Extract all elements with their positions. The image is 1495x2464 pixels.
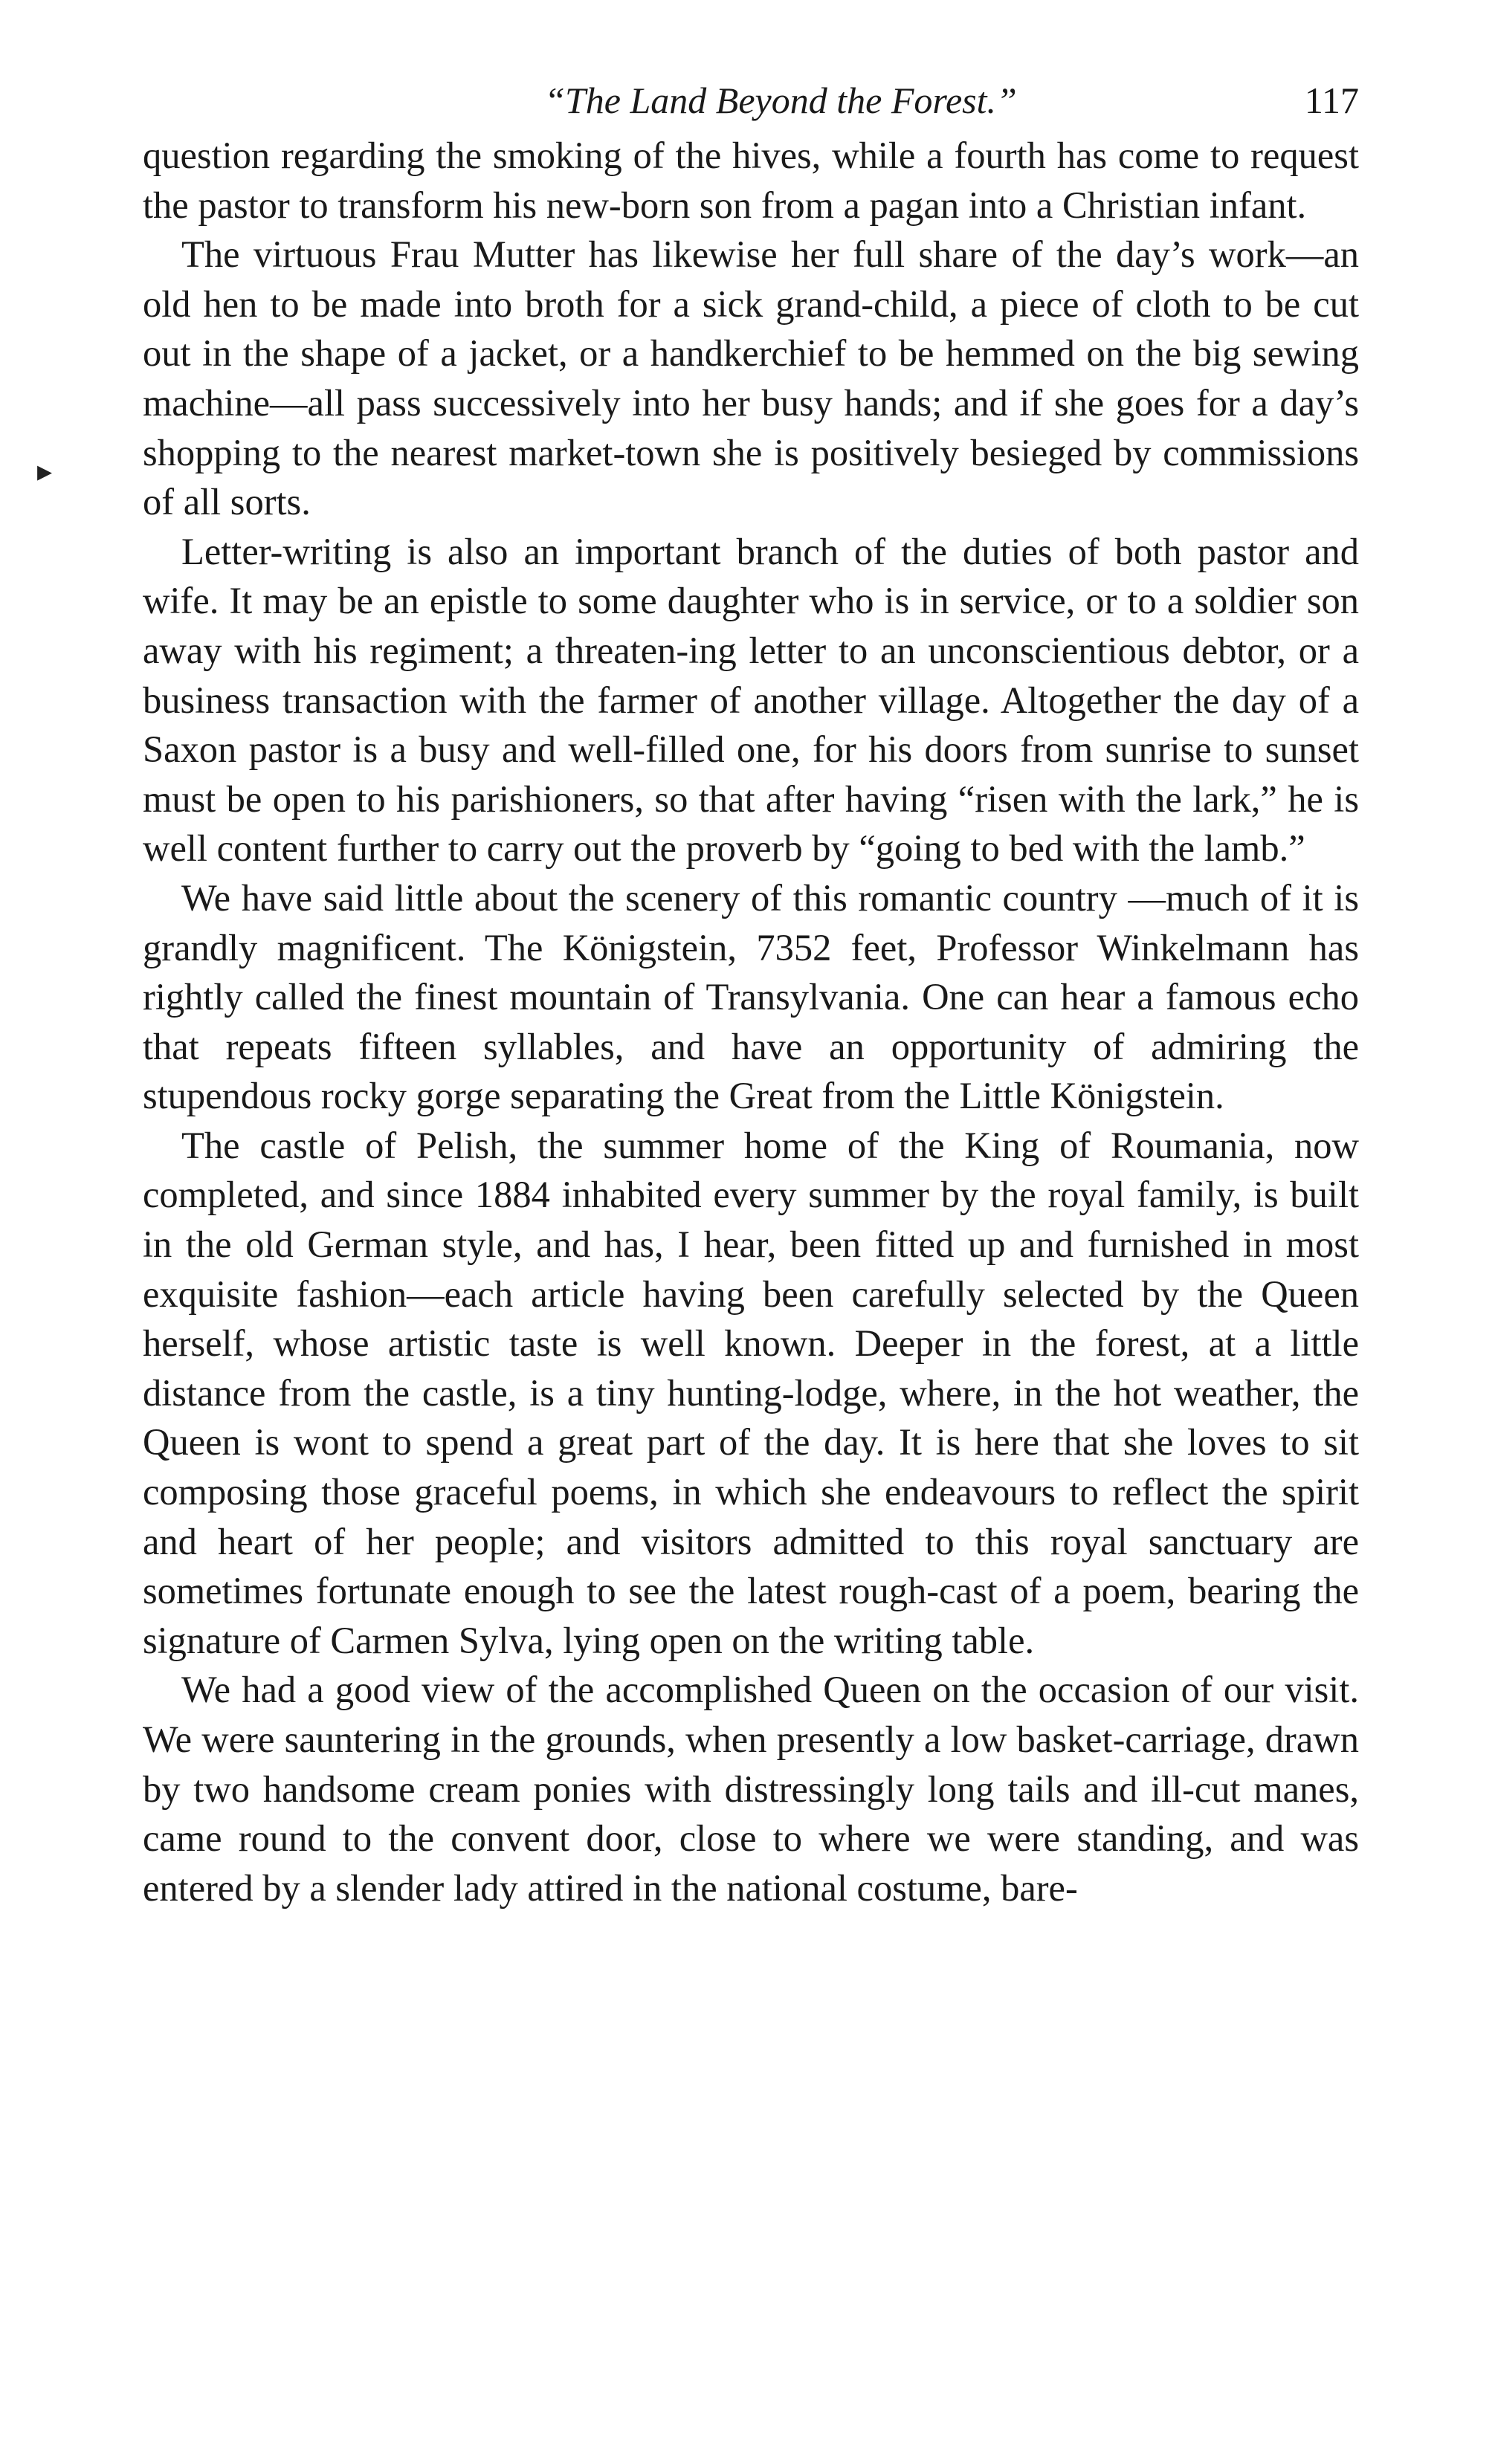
- paragraph: The virtuous Frau Mutter has likewise her full share of the day’s work—an old hen to be made into broth for a sick grand-child, a piece of cloth to be cut out in the shape of a jacket, or a handkerchief to be hemmed on the big sewing machine—all pass successively into her busy hands; and if she goes for a day’s shopping to the nearest market-town she is positively besieged by commissions of all sorts.: [143, 233, 1359, 523]
- paragraph: We had a good view of the accomplished Queen on the occasion of our visit. We were sauntering in the grounds, when presently a low basket-carriage, drawn by two handsome cream ponies with distressingly long tails and ill-cut manes, came round to the convent door, close to where we were standing, and was entered by a slender lady attired in the national costume, bare-: [143, 1669, 1359, 1909]
- running-title: “The Land Beyond the Forest.”: [544, 80, 1017, 121]
- running-head: [143, 74, 1359, 126]
- paragraph: Letter-writing is also an important branch of the duties of both pastor and wife. It may be an epistle to some daughter who is in service, or to a soldier son away with his regiment; a threaten-ing letter to an unconscientious debtor, or a business transaction with the farmer of another village. Altogether the day of a Saxon pastor is a busy and well-filled one, for his doors from sunrise to sunset must be open to his parishioners, so that after having “risen with the lark,” he is well content further to carry out the proverb by “going to bed with the lamb.”: [143, 530, 1359, 870]
- book-page: [143, 74, 1359, 1912]
- margin-mark: ▸: [37, 454, 53, 488]
- paragraph: The castle of Pelish, the summer home of the King of Roumania, now completed, and since 1884 inhabited every summer by the royal family, is built in the old German style, and has, I hear, been fitted up and furnished in most exquisite fashion—each article having been carefully selected by the Queen herself, whose artistic taste is well known. Deeper in the forest, at a little distance from the castle, is a tiny hunting-lodge, where, in the hot weather, the Queen is wont to spend a great part of the day. It is here that she loves to sit composing those graceful poems, in which she endeavours to reflect the spirit and heart of her people; and visitors admitted to this royal sanctuary are sometimes fortunate enough to see the latest rough-cast of a poem, bearing the signature of Carmen Sylva, lying open on the writing table.: [143, 1124, 1359, 1661]
- page-number: 117: [1304, 80, 1359, 121]
- paragraph: We have said little about the scenery of this romantic country —much of it is grandly magnificent. The Königstein, 7352 feet, Professor Winkelmann has rightly called the finest mountain of Transylvania. One can hear a famous echo that repeats fifteen syllables, and have an opportunity of admiring the stupendous rocky gorge separating the Great from the Little Königstein.: [143, 876, 1359, 1117]
- paragraph-continued: question regarding the smoking of the hives, while a fourth has come to request the pastor to transform his new-born son from a pagan into a Christian infant.: [143, 135, 1359, 226]
- body-text: [143, 131, 1359, 1912]
